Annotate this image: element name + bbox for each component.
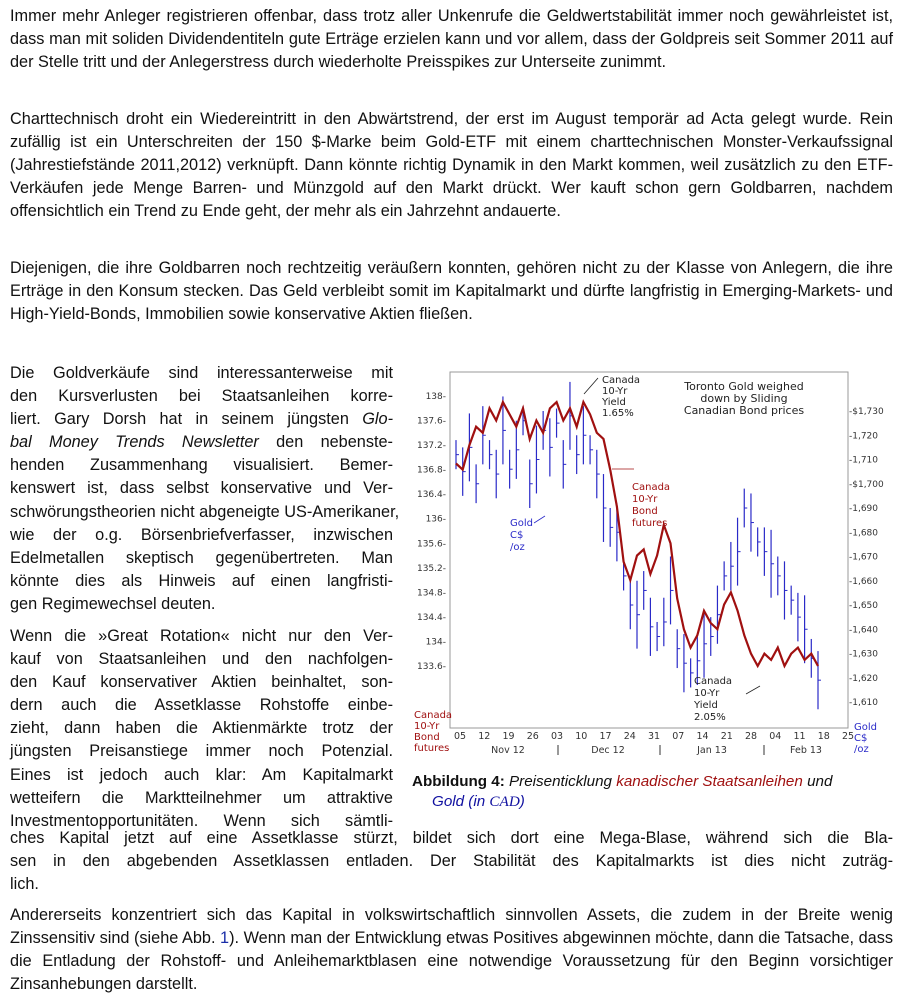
- text-line: Eines ist jedoch auch klar: Am Kapitalmarkt: [10, 765, 393, 784]
- yield-bottom-label: 2.05%: [694, 712, 726, 723]
- caption-gold-end: ): [519, 793, 525, 810]
- right-tick-label: -1,660: [849, 576, 879, 587]
- text-line: Die Goldverkäufe sind interessanterweise mit: [10, 364, 393, 382]
- left-axis-label: futures: [414, 743, 450, 754]
- left-tick-label: 134-: [425, 637, 446, 648]
- yield-bottom-label: 10-Yr: [694, 688, 720, 699]
- x-tick-label: 17: [599, 731, 612, 742]
- x-tick-label: 03: [550, 731, 564, 742]
- yield-top-label: 1.65%: [602, 408, 634, 419]
- text-line: den Kursverlusten bei Staatsanleihen korre-: [10, 387, 393, 406]
- right-tick-label: -1,640: [849, 625, 879, 636]
- left-tick-label: 135.2-: [416, 563, 446, 574]
- left-tick-label: 138-: [425, 392, 446, 402]
- month-label: Jan 13: [697, 745, 727, 756]
- chart-title: Toronto Gold weighed: [684, 380, 804, 393]
- x-tick-label: 04: [769, 731, 782, 742]
- figure-reference-link[interactable]: 1: [220, 929, 230, 948]
- paragraph-gold-sales: [10, 362, 400, 616]
- x-tick-label: 07: [672, 731, 685, 742]
- text-line: wetteifern die Marktteilnehmer um attraktive: [10, 788, 393, 807]
- right-tick-label: -1,670: [849, 552, 879, 563]
- chart-title: Canadian Bond prices: [683, 404, 805, 417]
- text-line: gen Regimewechsel deuten.: [10, 594, 216, 613]
- right-tick-label: -1,710: [849, 455, 879, 466]
- text-line: den Kauf konservativer Aktien beinhaltet, son-: [10, 673, 393, 692]
- right-tick-label: -1,720: [849, 431, 879, 442]
- text-fragment: Andererseits konzentriert sich das Kapital in volkswirtschaftlich sinnvollen Assets, die zudem in der Breite wenig Zinssensitiv sind (siehe Abb.: [10, 906, 893, 948]
- text-line: könnte dies als Hinweis auf einen langfristi-: [10, 571, 393, 590]
- text-line: kenswert ist, dass selbst konservative und Ver-: [10, 479, 393, 498]
- newsletter-title-start: Glo-: [362, 410, 393, 429]
- month-label: Nov 12: [491, 745, 525, 756]
- text-line: sen in den abgebenden Assetklassen entladen. Der Stabilität des Kapitalmarkts ist dies nicht zuträg-: [10, 852, 893, 871]
- right-tick-label: -$1,730: [849, 407, 884, 417]
- right-tick-label: -$1,700: [849, 479, 884, 490]
- text-line: ches Kapital jetzt auf eine Assetklasse stürzt, bildet sich dort eine Mega-Blase, während sich die Bla-: [10, 829, 893, 847]
- text-line: jüngsten Preisanstiege immer noch Potenzial.: [10, 742, 393, 761]
- caption-text: Preisenticklung: [504, 773, 617, 790]
- text-line: [10, 431, 393, 454]
- paragraph-gold-sellers: Diejenigen, die ihre Goldbarren noch rechtzeitig veräußern konnten, gehören nicht zu der Klasse von Anlegern, die ihre Erträge in den Konsum stecken. Das Geld verbleibt somit im Kapitalmarkt und dürfte langfristig in Emerging-Markets- und High-Yield-Bonds, Immobilien sowie konservative Aktien fließen.: [10, 259, 893, 324]
- bond-futures-label: Bond: [632, 506, 658, 517]
- bond-futures-label: Canada: [632, 482, 671, 493]
- x-tick-label: 24: [623, 731, 636, 742]
- right-tick-label: -1,690: [849, 504, 879, 514]
- text-line: Wenn die »Great Rotation« nicht nur den Ver-: [10, 627, 393, 645]
- paragraph-conclusion: [10, 904, 893, 996]
- yield-bottom-label: Yield: [694, 700, 718, 711]
- text-line: [10, 408, 393, 431]
- bond-futures-label: 10-Yr: [632, 494, 658, 505]
- left-tick-label: 135.6-: [416, 539, 446, 550]
- x-tick-label: 25: [841, 731, 855, 742]
- x-tick-label: 11: [793, 731, 806, 742]
- figure-caption: [412, 772, 897, 812]
- text-line: dern auch die Assetklasse Rohstoffe einbe-: [10, 696, 393, 715]
- left-axis-label: Canada: [414, 710, 453, 721]
- left-tick-label: 137.2-: [416, 441, 446, 452]
- text-fragment: ). Wenn man der Entwicklung etwas Positives abgewinnen möchte, dann die Tatsache, dass die Entladung der Rohstoff- und Anleihemarktblasen eine notwendige Voraussetzung für den Beginn vorsichtiger Zinsanhebungen darstellt.: [10, 929, 893, 994]
- x-tick-label: 28: [744, 731, 758, 742]
- right-axis-label: C$: [854, 733, 868, 744]
- text-line: zieht, dann haben die Aktienmärkte trotz der: [10, 719, 393, 738]
- right-tick-label: -1,680: [849, 528, 879, 539]
- text-fragment: den nebenste-: [258, 433, 393, 452]
- bond-futures-label: futures: [632, 518, 668, 529]
- gold-label: Gold: [510, 518, 533, 529]
- text-line: Investmentopportunitäten. Wenn sich sämtli-: [10, 811, 393, 830]
- chart-title: down by Sliding: [700, 392, 788, 405]
- x-tick-label: 14: [696, 731, 709, 742]
- caption-label: Abbildung 4:: [412, 773, 505, 790]
- text-line: Edelmetallen skeptisch gegenübertreten. Man: [10, 548, 393, 567]
- month-label: Dec 12: [591, 745, 625, 756]
- paragraph-chart-technique: Charttechnisch droht ein Wiedereintritt in den Abwärtstrend, der erst im August temporär ad Acta gelegt wurde. Rein zufällig ist ein Unterschreiten der 150 $-Marke beim Gold-ETF mit einem charttechnischen Monster-Verkaufssignal (Jahrestiefstände 2011,2012) verknüpft. Dann könnte richtig Dynamik in den Markt kommen, weil zusätzlich zu den ETF-Verkäufen jede Menge Barren- und Münzgold auf den Markt drückt. Wer kauft schon gern Goldbarren, nachdem offensichtlich ein Trend zu Ende geht, der mehr als ein Jahrzehnt andauerte.: [10, 110, 893, 221]
- left-tick-label: 137.6-: [416, 416, 446, 427]
- caption-currency: CAD: [489, 793, 520, 810]
- text-line: schwörungstheorien nicht abgeneigte US-Amerikaner,: [10, 502, 400, 521]
- x-tick-label: 12: [478, 731, 491, 742]
- right-tick-label: -1,630: [849, 649, 879, 660]
- text-line: wie der o.g. Börsenbriefverfasser, inzwischen: [10, 525, 393, 544]
- text-line: henden Zusammenhang visualisiert. Bemer-: [10, 456, 393, 475]
- chart-svg: [408, 366, 895, 766]
- x-tick-label: 26: [526, 731, 539, 742]
- gold-label: /oz: [510, 542, 525, 553]
- x-tick-label: 19: [502, 731, 515, 742]
- text-line: kauf von Staatsanleihen und den nachfolgen-: [10, 650, 393, 669]
- yield-top-label: Canada: [602, 375, 641, 386]
- paragraph-intro: Immer mehr Anleger registrieren offenbar, dass trotz aller Unkenrufe die Geldwertstabilität immer noch gewährleistet ist, dass man mit soliden Dividendentiteln gute Erträge erzielen kann und vor allem, dass der Goldpreis seit Sommer 2011 auf der Stelle tritt und der Anlegerstress durch wiederholte Preisspikes zur Unterseite zunimmt.: [10, 7, 893, 72]
- yield-bottom-label: Canada: [694, 676, 733, 687]
- paragraph-mega-bubble: [10, 827, 893, 896]
- left-axis-label: Bond: [414, 732, 440, 743]
- left-tick-label: 136.4-: [416, 490, 446, 501]
- caption-bonds: kanadischer Staatsanleihen: [616, 773, 803, 790]
- left-tick-label: 133.6-: [416, 662, 446, 672]
- left-tick-label: 136-: [425, 514, 446, 525]
- x-tick-label: 10: [575, 731, 588, 742]
- right-tick-label: -1,610: [849, 698, 879, 708]
- right-tick-label: -1,620: [849, 673, 879, 684]
- caption-gold: Gold (in: [432, 793, 490, 810]
- x-tick-label: 31: [647, 731, 661, 742]
- left-tick-label: 136.8-: [416, 465, 446, 476]
- text-fragment: liert. Gary Dorsh hat in seinem jüngsten: [10, 410, 363, 429]
- yield-top-label: Yield: [602, 397, 626, 408]
- right-axis-label: Gold: [854, 722, 877, 733]
- paragraph-great-rotation: [10, 625, 393, 833]
- left-tick-label: 134.8-: [416, 588, 446, 599]
- left-tick-label: 134.4-: [416, 612, 446, 623]
- text-line: lich.: [10, 875, 39, 894]
- x-tick-label: 05: [453, 731, 467, 742]
- caption-text: und: [802, 773, 833, 790]
- x-tick-label: 21: [720, 731, 733, 742]
- yield-top-label: 10-Yr: [602, 386, 628, 397]
- x-tick-label: 18: [817, 731, 830, 742]
- gold-label: C$: [510, 530, 524, 541]
- right-tick-label: -1,650: [849, 601, 879, 611]
- newsletter-title: bal Money Trends Newsletter: [10, 433, 259, 452]
- left-axis-label: 10-Yr: [414, 721, 440, 732]
- figure-chart: [408, 366, 895, 766]
- month-label: Feb 13: [790, 745, 822, 756]
- right-axis-label: /oz: [854, 744, 869, 755]
